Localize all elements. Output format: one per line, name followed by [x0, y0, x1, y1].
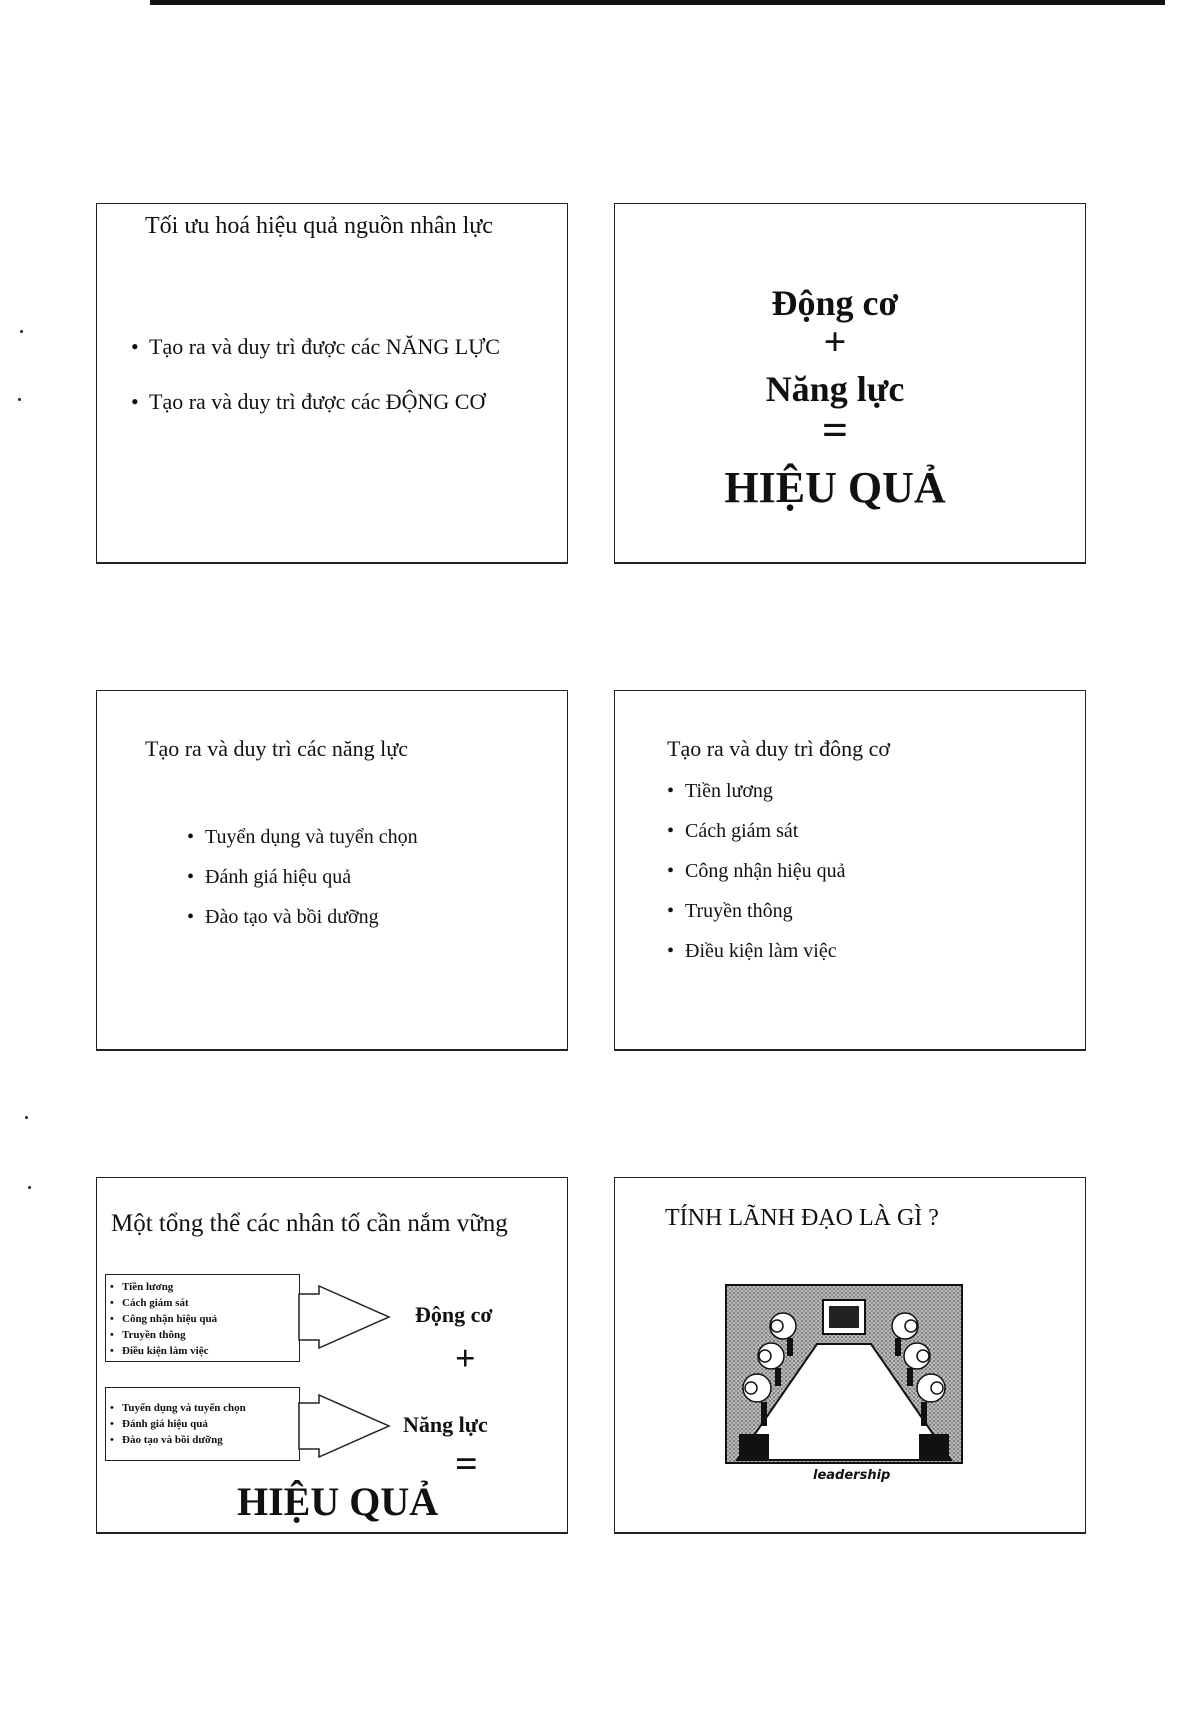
bullet-item: • Điều kiện làm việc	[667, 937, 837, 965]
equals-sign: =	[821, 404, 849, 455]
bullet-item: • Đánh giá hiệu quả	[187, 863, 351, 891]
slide-6	[614, 1177, 1086, 1534]
list-item: • Truyền thông	[110, 1329, 186, 1341]
list-item: • Đào tạo và bồi dưỡng	[110, 1434, 223, 1446]
slide-3	[96, 690, 568, 1051]
motivation-label: Động cơ	[415, 1302, 493, 1327]
bullet-dot-icon: •	[131, 334, 139, 359]
motivation-label: Động cơ	[771, 283, 899, 323]
bullet-item: • Tạo ra và duy trì được các ĐỘNG CƠ	[131, 389, 486, 414]
list-item: • Điều kiện làm việc	[110, 1345, 209, 1357]
slide-title: Tối ưu hoá hiệu quả nguồn nhân lực	[145, 213, 493, 239]
equals-sign: =	[455, 1441, 478, 1486]
motivation-factors-box	[105, 1274, 300, 1362]
result-label: HIỆU QUẢ	[237, 1479, 439, 1524]
list-item: • Tuyển dụng và tuyển chọn	[110, 1402, 246, 1414]
slide-4	[614, 690, 1086, 1051]
meeting-room-illustration	[725, 1284, 963, 1464]
bullet-dot-icon: •	[187, 866, 195, 888]
bullet-dot-icon: •	[667, 860, 675, 882]
arrow-right-icon	[297, 1284, 392, 1350]
list-item: • Tiền lương	[110, 1281, 174, 1293]
slide-title: TÍNH LÃNH ĐẠO LÀ GÌ ?	[665, 1205, 939, 1231]
bullet-dot-icon: •	[667, 820, 675, 842]
plus-sign: +	[823, 319, 847, 364]
slide-title: Tạo ra và duy trì đông cơ	[667, 736, 891, 761]
slide-title: Tạo ra và duy trì các năng lực	[145, 736, 408, 761]
competence-label: Năng lực	[765, 369, 905, 409]
scan-mark	[28, 1186, 31, 1189]
page-top-rule	[150, 0, 1165, 5]
scan-mark	[18, 398, 21, 401]
list-item: • Cách giám sát	[110, 1297, 189, 1309]
plus-sign: +	[455, 1338, 476, 1378]
scan-mark	[20, 330, 23, 333]
slide-2	[614, 203, 1086, 564]
result-label: HIỆU QUẢ	[724, 463, 946, 512]
scan-mark	[25, 1116, 28, 1119]
bullet-item: • Đào tạo và bồi dưỡng	[187, 903, 379, 931]
competence-label: Năng lực	[403, 1412, 488, 1437]
bullet-dot-icon: •	[187, 906, 195, 928]
slide-1	[96, 203, 568, 564]
bullet-dot-icon: •	[131, 389, 139, 414]
bullet-item: • Cách giám sát	[667, 817, 798, 845]
list-item: • Công nhận hiệu quả	[110, 1313, 218, 1325]
bullet-item: • Tiền lương	[667, 777, 773, 805]
bullet-dot-icon: •	[667, 940, 675, 962]
bullet-item: • Truyền thông	[667, 897, 793, 925]
bullet-item: • Công nhận hiệu quả	[667, 857, 846, 885]
bullet-dot-icon: •	[667, 900, 675, 922]
slide-5	[96, 1177, 568, 1534]
bullet-dot-icon: •	[667, 780, 675, 802]
illustration-caption: leadership	[813, 1468, 891, 1483]
bullet-dot-icon: •	[187, 826, 195, 848]
list-item: • Đánh giá hiệu quả	[110, 1418, 208, 1430]
arrow-right-icon	[297, 1393, 392, 1459]
bullet-item: • Tuyển dụng và tuyển chọn	[187, 823, 418, 851]
slide-title: Một tổng thể các nhân tố cần nắm vững	[111, 1210, 508, 1237]
bullet-item: • Tạo ra và duy trì được các NĂNG LỰC	[131, 334, 500, 359]
competence-factors-box	[105, 1387, 300, 1461]
